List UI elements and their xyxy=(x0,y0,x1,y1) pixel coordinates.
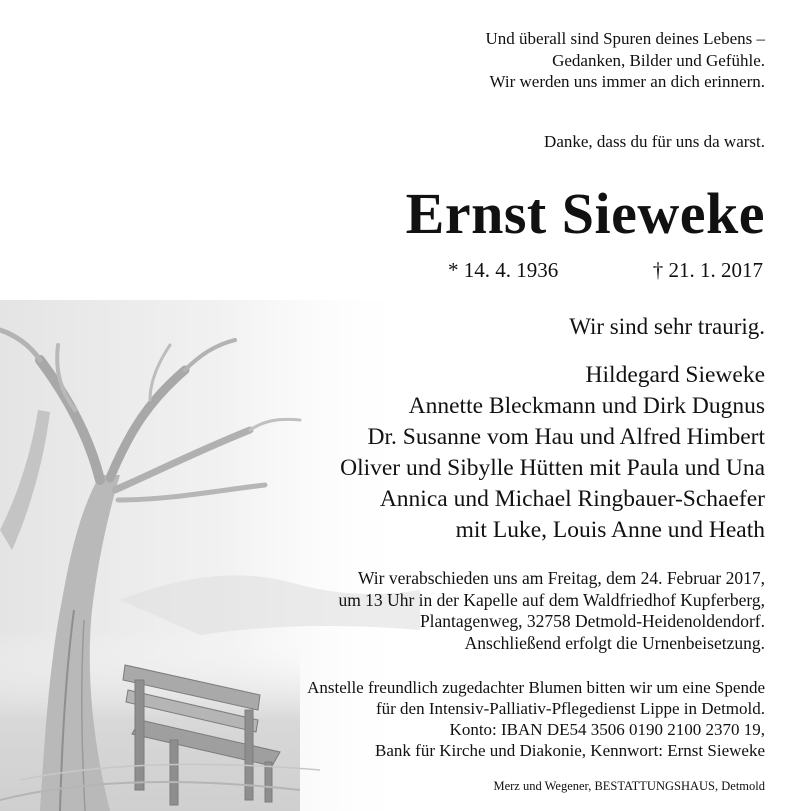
sadness-line: Wir sind sehr traurig. xyxy=(569,314,765,339)
mourner-line: Dr. Susanne vom Hau und Alfred Himbert xyxy=(367,424,765,450)
donation-line: Anstelle freundlich zugedachter Blumen bitten wir um eine Spende xyxy=(307,678,765,697)
poem-line: Gedanken, Bilder und Gefühle. xyxy=(552,50,765,70)
mourner-line: Annica und Michael Ringbauer-Schaefer xyxy=(379,486,765,512)
funeral-service-info xyxy=(338,568,765,654)
memorial-poem xyxy=(486,28,766,93)
thanks-line: Danke, dass du für uns da warst. xyxy=(544,132,765,151)
funeral-home-credit: Merz und Wegener, BESTATTUNGSHAUS, Detmold xyxy=(493,779,765,793)
service-line: Anschließend erfolgt die Urnenbeisetzung. xyxy=(464,632,765,653)
death-date: † 21. 1. 2017 xyxy=(652,258,763,282)
mourners-list xyxy=(340,360,765,546)
donation-line: Bank für Kirche und Diakonie, Kennwort: Ernst Sieweke xyxy=(375,741,765,760)
service-line: um 13 Uhr in der Kapelle auf dem Waldfriedhof Kupferberg, xyxy=(338,589,765,610)
birth-date: * 14. 4. 1936 xyxy=(448,258,559,282)
donation-line: für den Intensiv-Palliativ-Pflegedienst Lippe in Detmold. xyxy=(375,699,765,718)
donation-request xyxy=(307,677,765,761)
mourner-line: mit Luke, Louis Anne und Heath xyxy=(455,517,765,543)
mourner-line: Hildegard Sieweke xyxy=(585,362,765,388)
poem-line: Wir werden uns immer an dich erinnern. xyxy=(489,72,765,91)
service-line: Plantagenweg, 32758 Detmold-Heidenoldendorf. xyxy=(419,611,765,632)
mourner-line: Annette Bleckmann und Dirk Dugnus xyxy=(408,393,765,419)
service-line: Wir verabschieden uns am Freitag, dem 24. Februar 2017, xyxy=(357,568,765,588)
mourner-line: Oliver und Sibylle Hütten mit Paula und Una xyxy=(340,455,765,481)
poem-line: Und überall sind Spuren deines Lebens – xyxy=(485,29,765,48)
donation-line: Konto: IBAN DE54 3506 0190 2100 2370 19, xyxy=(449,720,765,739)
deceased-name: Ernst Sieweke xyxy=(405,181,765,246)
